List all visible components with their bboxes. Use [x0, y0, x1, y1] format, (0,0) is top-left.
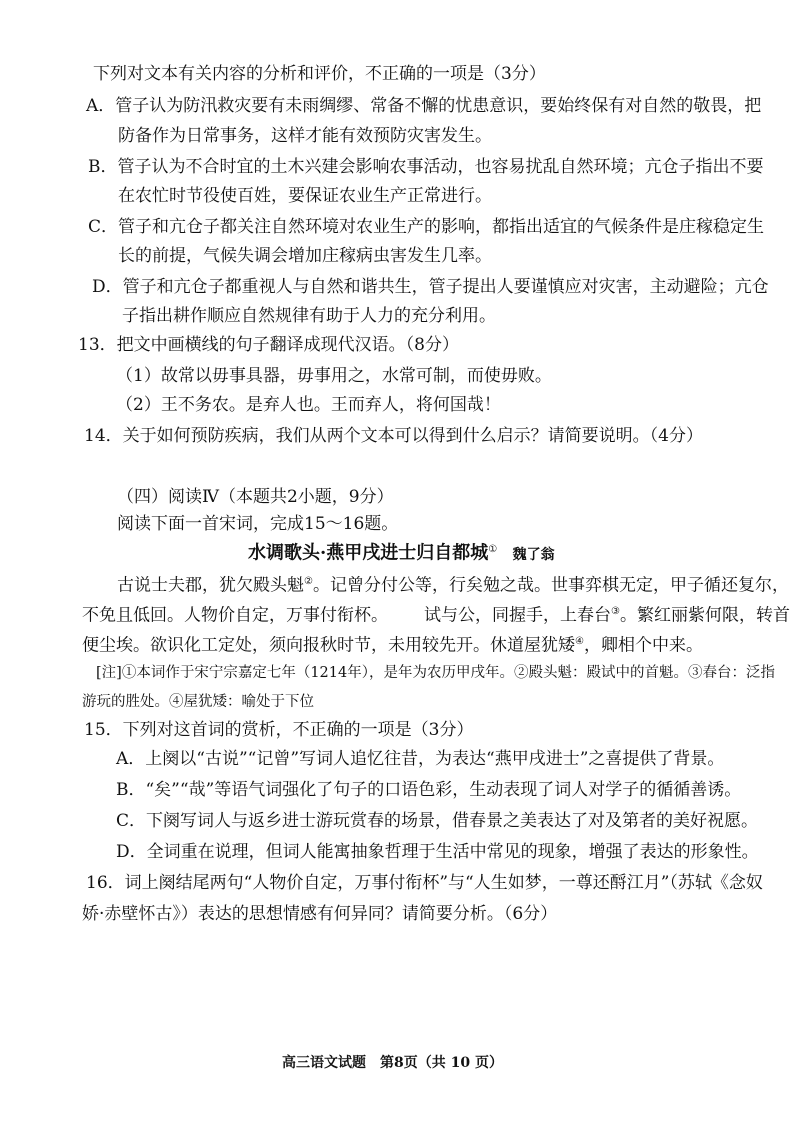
poem-text: 。记曾分付公等，行矣勉之哉。世事弈棋无定，甲子循还复尔， — [312, 575, 789, 596]
poem-text: 便尘埃。欲识化工定处，须向报秋时节，未用较先开。休道屋犹矮 — [82, 635, 575, 656]
q15-stem: 15．下列对这首词的赏析，不正确的一项是（3分） — [84, 720, 474, 740]
q12-option-c-line1: C．管子和亢仓子都关注自然环境对农业生产的影响，都指出适宜的气候条件是庄稼稳定生 — [88, 217, 765, 237]
poem-text: 。繁红丽紫何限，转首 — [619, 605, 790, 626]
poem-title: 水调歌头·燕甲戌进士归自都城 — [248, 542, 489, 564]
q14-stem: 14．关于如何预防疾病，我们从两个文本可以得到什么启示？请简要说明。（4分） — [84, 426, 703, 446]
q12-option-c-line2: 长的前提，气候失调会增加庄稼病虫害发生几率。 — [118, 246, 492, 266]
poem-line-1 — [117, 570, 789, 598]
poem-text: 古说士夫郡，犹欠殿头魁 — [117, 575, 304, 596]
section4-heading: （四）阅读Ⅳ（本题共2小题，9分） — [117, 487, 394, 507]
q15-option-d: D．全词重在说理，但词人能寓抽象哲理于生活中常见的现象，增强了表达的形象性。 — [116, 842, 759, 862]
poem-author: 魏了翁 — [512, 546, 555, 563]
q13-sentence-2: （2）王不务农。是弃人也。王而弃人，将何国哉！ — [116, 395, 501, 415]
poem-text: 试与公，同握手，上春台 — [424, 605, 611, 626]
q12-option-a-line1: A．管子认为防汛救灾要有未雨绸缪、常备不懈的忧患意识，要始终保有对自然的敬畏，把 — [86, 96, 762, 116]
poem-notes-line2: 游玩的胜处。④屋犹矮：喻处于下位 — [82, 694, 314, 710]
poem-note-marker: ② — [304, 576, 313, 587]
q15-option-a: A．上阕以“古说”“记曾”写词人追忆往昔，为表达“燕甲戌进士”之喜提供了背景。 — [116, 749, 725, 769]
q12-stem: 下列对文本有关内容的分析和评价，不正确的一项是（3分） — [93, 64, 546, 84]
poem-line-3 — [82, 630, 703, 658]
poem-title-line — [248, 538, 555, 567]
q12-option-a-line2: 防备作为日常事务，这样才能有效预防灾害发生。 — [118, 126, 492, 146]
poem-note-marker: ③ — [611, 606, 620, 617]
q16-stem-line2: 娇·赤壁怀古》）表达的思想情感有何异同？请简要分析。（6分） — [82, 904, 558, 924]
section4-intro: 阅读下面一首宋词，完成15～16题。 — [117, 514, 399, 534]
poem-note-marker: ④ — [575, 636, 584, 647]
q12-option-b-line1: B．管子认为不合时宜的土木兴建会影响农事活动，也容易扰乱自然环境；亢仓子指出不要 — [88, 157, 764, 177]
q16-stem-line1: 16．词上阕结尾两句“人物价自定，万事付衔杯”与“人生如梦，一尊还酹江月”（苏轼《念奴 — [86, 873, 763, 893]
q15-option-b: B．“矣”“哉”等语气词强化了句子的口语色彩，生动表现了词人对学子的循循善诱。 — [116, 780, 742, 800]
q12-option-d-line1: D．管子和亢仓子都重视人与自然和谐共生，管子提出人要谨慎应对灾害，主动避险；亢仓 — [92, 277, 769, 297]
q15-option-c: C．下阕写词人与返乡进士游玩赏春的场景，借春景之美表达了对及第者的美好祝愿。 — [116, 811, 759, 831]
poem-text: ，卿相个中来。 — [583, 635, 703, 656]
q12-option-d-line2: 子指出耕作顺应自然规律有助于人力的充分利用。 — [122, 306, 496, 326]
poem-line-2 — [82, 600, 790, 628]
q13-sentence-1: （1）故常以毋事具器，毋事用之，水常可制，而使毋败。 — [116, 366, 552, 386]
poem-notes-line1: [注]①本词作于宋宁宗嘉定七年（1214年），是年为农历甲戌年。②殿头魁：殿试中的首魁。③春台：泛指 — [96, 665, 775, 681]
poem-text: 不免且低回。人物价自定，万事付衔杯。 — [82, 605, 388, 626]
q13-stem: 13．把文中画横线的句子翻译成现代汉语。（8分） — [78, 335, 459, 355]
q12-option-b-line2: 在农忙时节役使百姓，要保证农业生产正常进行。 — [118, 186, 492, 206]
poem-title-note-marker: ① — [488, 544, 498, 555]
page-footer: 高三语文试题 第8页（共 10 页） — [282, 1055, 503, 1071]
